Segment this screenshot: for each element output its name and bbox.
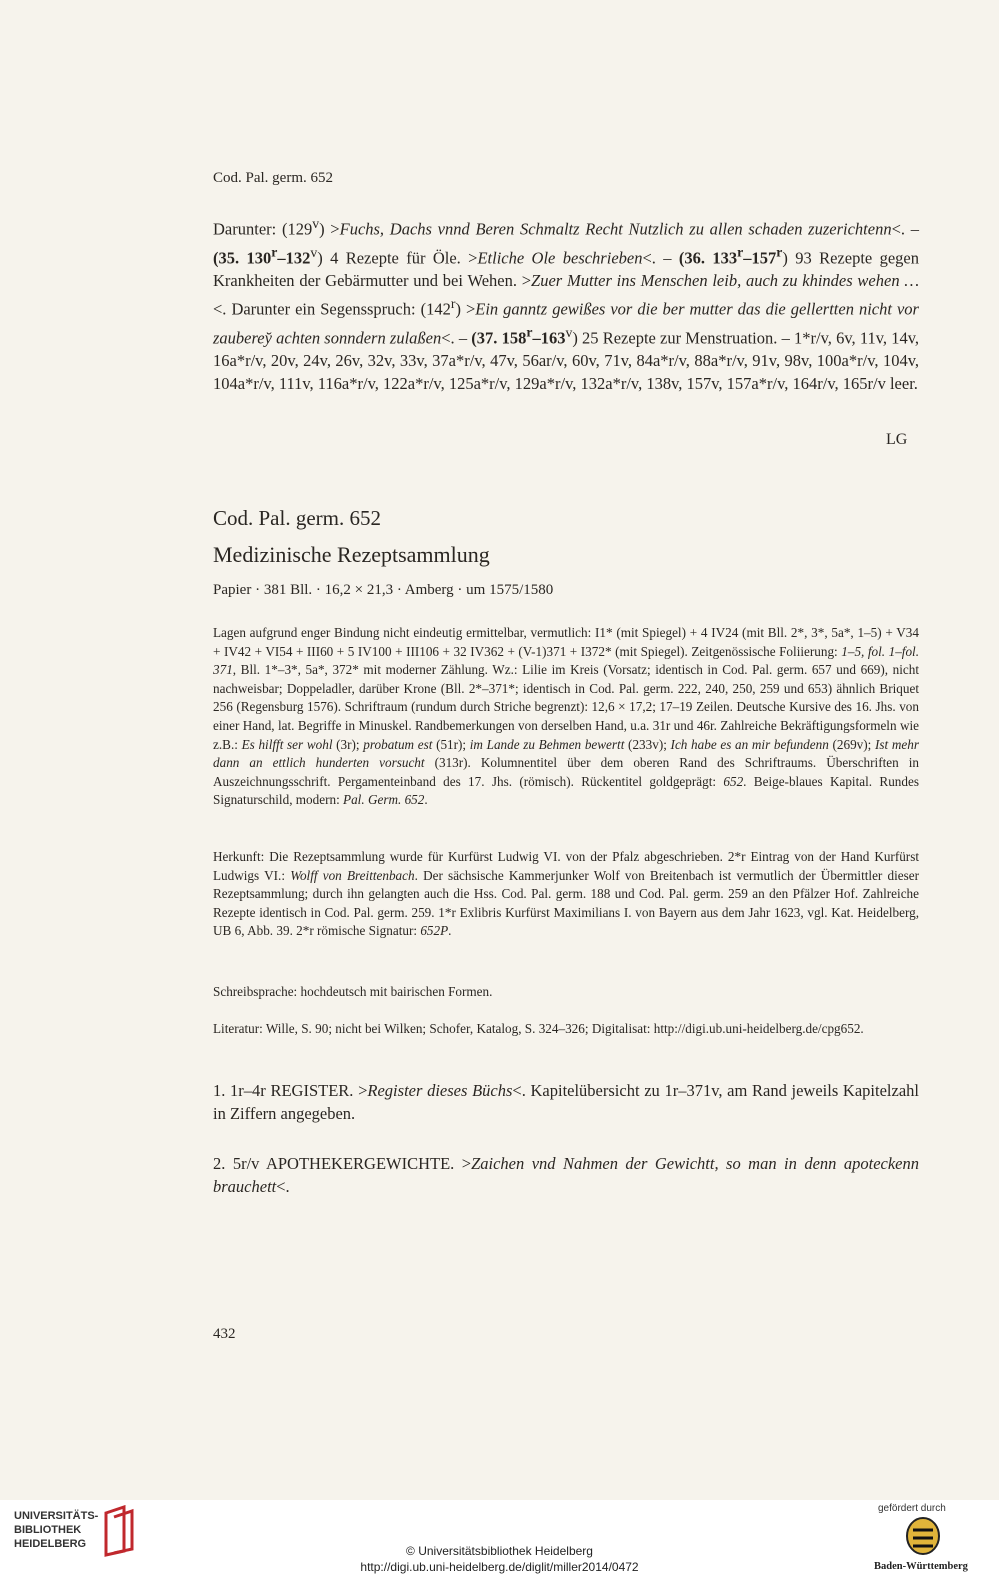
page-number: 432 [213,1326,236,1342]
permalink[interactable]: http://digi.ub.uni-heidelberg.de/diglit/miller2014/0472 [360,1560,639,1574]
library-name: UNIVERSITÄTS- BIBLIOTHEK HEIDELBERG [14,1510,99,1550]
funding-label: gefördert durch [878,1503,946,1514]
provenance-paragraph: Herkunft: Die Rezeptsammlung wurde für Kurfürst Ludwig VI. von der Pfalz abgeschrieben. 2*r Eintrag von der Hand Kurfürst Ludwigs VI.: Wolff von Breittenbach. Der sächsische Kammerjunker Wolf von Breitenbach ist vermutlich der Übermittler dieser Rezeptsammlung; durch ihn gelangten auch die Hss. Cod. Pal. germ. 188 und Cod. Pal. germ. 259 an den Pfälzer Hof. Zahlreiche Rezepte identisch in Cod. Pal. germ. 259. 1*r Exlibris Kurfürst Maximilians I. von Bayern aus dem Jahr 1623, vgl. Kat. Heidelberg, UB 6, Abb. 39. 2*r römische Signatur: 652P. [213,849,920,939]
previous-entry-text: Darunter: $(129^v)$ >Fuchs, Dachs vnnd Beren Schmaltz Recht Nutzlich zu allen schaden zuzerichtenn<. – (35. 130$^r$–132$^v$) 4 Rezepte für Öle. >Etliche Ole beschrieben<. – (36. 133$^r$–157$^r$) 93 Rezepte gegen Krankheiten der Gebärmutter und bei Wehen. >Zuer Mutter ins Menschen leib, auch zu khindes wehen …<. Darunter ein Segensspruch: $(142^r) >Ein$ ganntz gewißes vor die ber mutter das die gellertten nicht vor zauberey̆ achten sonndern zulaßen<. – (37. 158$^r$–163$^v$) 25 Rezepte zur Menstruation. – 1*r/v, 6v, 11v, 14v, 16a*r/v, 20v, 24v, 26v, 32v, 33v, 37a*r/v, 47v, 56ar/v, 60v, 71v, 84a*r/v, 88a*r/v, 91v, 98v, 100a*r/v, 104v, 104a*r/v, 111v, 116a*r/v, 122a*r/v, 125a*r/v, 129a*r/v, 132a*r/v, 138v, 157v, 157a*r/v, 164r/v, 165r/v leer. [213,216,920,393]
literature-paragraph: Literatur: Wille, S. 90; nicht bei Wilken; Schofer, Katalog, S. 324–326; Digitalisat: http://digi.ub.uni-heidelberg.de/cpg652. [213,1021,864,1036]
entry-shelfmark: Cod. Pal. germ. 652 [213,506,381,530]
copyright-notice: © Universitätsbibliothek Heidelberg [406,1544,593,1558]
codicological-description: Lagen aufgrund enger Bindung nicht eindeutig ermittelbar, vermutlich: I1* (mit Spiegel) + 4 IV24 (mit Bll. 2*, 3*, 5a*, 1–5) + V34 + IV42 + VI54 + III60 + 5 IV100 + III106 + 32 IV362 + (V-1)371 + I372* (mit Spiegel). Zeitgenössische Foliierung: 1–5, fol. 1–fol. 371, Bll. 1*–3*, 5a*, 372* mit moderner Zählung. Wz.: Lilie im Kreis (Vorsatz; identisch in Cod. Pal. germ. 657 und 669), nicht nachweisbar; Doppeladler, darüber Krone (Bll. 2*–371*; identisch in Cod. Pal. germ. 222, 240, 250, 259 und 653) ähnlich Briquet 256 (Regensburg 1576). Schriftraum (rundum durch Striche begrenzt): 12,6 × 17,2; 17–19 Zeilen. Deutsche Kursive des 16. Jhs. von einer Hand, lat. Begriffe in Minuskel. Randbemerkungen von derselben Hand, u.a. 31r und 46r. Zahlreiche Bekräftigungsformeln wie z.B.: Es hilfft ser wohl (3r); probatum est (51r); im Lande zu Behmen bewertt (233v); Ich habe es an mir befundenn (269v); Ist mehr dann an ettlich hunderten vorsucht (313r). Kolumnentitel über dem oberen Rand des Schriftraums. Überschriften in Auszeichnungsschrift. Pergamenteinband des 17. Jhs. (römisch). Rückentitel goldgeprägt: 652. Beige-blaues Kapital. Rundes Signaturschild, modern: Pal. Germ. 652. [213,625,920,808]
entry-title: Medizinische Rezeptsammlung [213,542,490,567]
state-name: Baden-Württemberg [874,1561,968,1572]
language-paragraph: Schreibsprache: hochdeutsch mit bairischen Formen. [213,984,493,999]
content-item-2: 2. 5r/v APOTHEKERGEWICHTE. >Zaichen vnd Nahmen der Gewichtt, so man in denn apoteckenn brauchett<. [213,1154,919,1196]
physical-description: Papier · 381 Bll. · 16,2 × 21,3 · Amberg · um 1575/1580 [213,582,554,598]
content-item-1: 1. 1r–4r REGISTER. >Register dieses Büchs<. Kapitelübersicht zu 1r–371v, am Rand jeweils Kapitelzahl in Ziffern angegeben. [213,1081,919,1123]
viewer-footer [0,1500,999,1579]
running-head: Cod. Pal. germ. 652 [213,170,333,186]
author-initials: LG [886,431,908,448]
